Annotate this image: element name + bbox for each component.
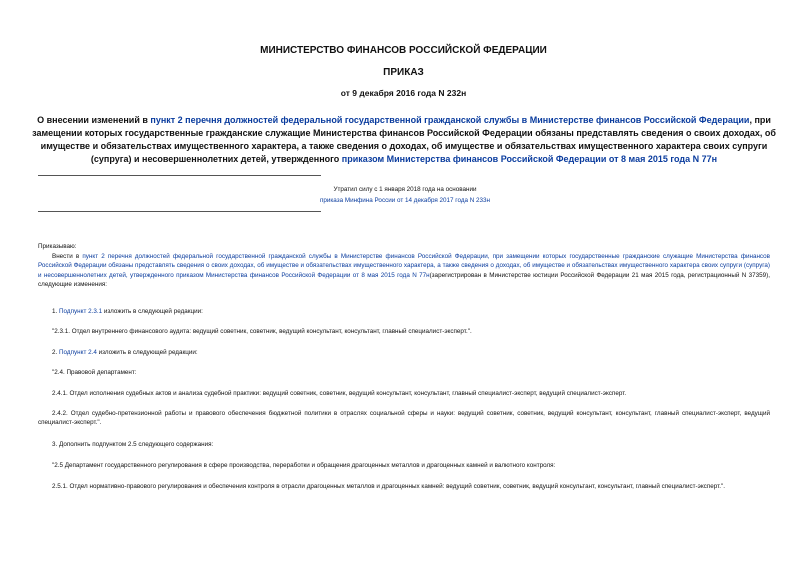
doc-heading — [24, 114, 784, 166]
ministry-title: МИНИСТЕРСТВО ФИНАНСОВ РОССИЙСКОЙ ФЕДЕРАЦИИ — [260, 45, 547, 56]
item-1-link[interactable]: Подпункт 2.3.1 — [59, 308, 103, 315]
intro-pre: Внести в — [52, 253, 83, 260]
item-2-title: "2.4. Правовой департамент: — [52, 369, 137, 376]
status-note — [290, 184, 520, 206]
item-3-title: "2.5 Департамент государственного регулирования в сфере производства, переработки и обращения драгоценных металлов и драгоценных камней и валютного контроля: — [52, 462, 556, 469]
item-2-link[interactable]: Подпункт 2.4 — [59, 349, 97, 356]
heading-pre: О внесении изменений в — [37, 115, 151, 125]
intro-post: (зарегистрирован в Министерстве юстиции Российской Федерации 21 мая 2015 года, регистрационный N 37359), следующие изменения: — [38, 271, 770, 289]
item-2-post: изложить в следующей редакции: — [96, 349, 198, 356]
order-word: Приказываю: — [38, 243, 77, 250]
doc-type: ПРИКАЗ — [383, 67, 424, 78]
intro-paragraph — [38, 252, 770, 290]
intro-link[interactable]: пункт 2 перечня должностей федеральной государственной гражданской службы в Министерстве финансов Российской Федерации, при замещении которых государственные гражданские служащие Министерства финансов Российской Федерации обязаны представлять сведения о своих доходах, об имуществе и обязательствах имущественного характера, а также сведения о доходах, об имуществе и обязательствах имущественного характера своих супруги (супруга) и несовершеннолетних детей, утвержденного приказом Министерства финансов Российской Федерации от 8 мая 2015 года N 77н — [38, 253, 771, 279]
heading-link-order[interactable]: приказом Министерства финансов Российской Федерации от 8 мая 2015 года N 77н — [341, 154, 718, 164]
item-1 — [52, 307, 770, 316]
item-2-1: 2.4.1. Отдел исполнения судебных актов и анализа судебной практики: ведущий советник, советник, ведущий консультант, консультант, главный специалист-эксперт, ведущий специалист-эксперт. — [52, 390, 627, 397]
heading-link-paragraph[interactable]: пункт 2 перечня должностей федеральной государственной гражданской службы в Министерстве финансов Российской Федерации — [150, 115, 750, 125]
status-note-link[interactable]: приказа Минфина России от 14 декабря 2017 года N 233н — [319, 197, 491, 204]
divider-top — [38, 175, 321, 176]
item-2 — [52, 348, 770, 357]
item-2-pre: 2. — [52, 349, 60, 356]
item-1-pre: 1. — [52, 308, 60, 315]
item-2-2: 2.4.2. Отдел судебно-претензионной работы и правового обеспечения бюджетной политики в отраслях социальной сферы и науки: ведущий советник, советник, ведущий консультант, консультант, главный специалист-эксперт, ведущий специалист-эксперт.". — [38, 410, 770, 427]
item-3: 3. Дополнить подпунктом 2.5 следующего содержания: — [52, 441, 214, 448]
divider-bottom — [38, 211, 321, 212]
item-3-1: 2.5.1. Отдел нормативно-правового регулирования и обеспечения контроля в отрасли драгоценных металлов и драгоценных камней: ведущий советник, советник, ведущий консультант, консультант, главный специалист-эксперт.". — [52, 483, 725, 490]
heading-mid: , при замещении которых государственные гражданские служащие Министерства финансов Российской Федерации обязаны представлять сведения о своих доходах, об имуществе и обязательствах имущественного характера, а также сведения о доходах, об имуществе и обязательствах имущественного характера своих супруги (супруга) и несовершеннолетних детей, утвержденного — [32, 115, 776, 164]
item-1-post: изложить в следующей редакции: — [102, 308, 203, 315]
status-note-text: Утратил силу с 1 января 2018 года на основании — [333, 186, 477, 193]
doc-date-number: от 9 декабря 2016 года N 232н — [340, 88, 467, 98]
item-1-text: "2.3.1. Отдел внутреннего финансового аудита: ведущий советник, советник, ведущий консультант, консультант, главный специалист-эксперт.". — [52, 328, 472, 335]
